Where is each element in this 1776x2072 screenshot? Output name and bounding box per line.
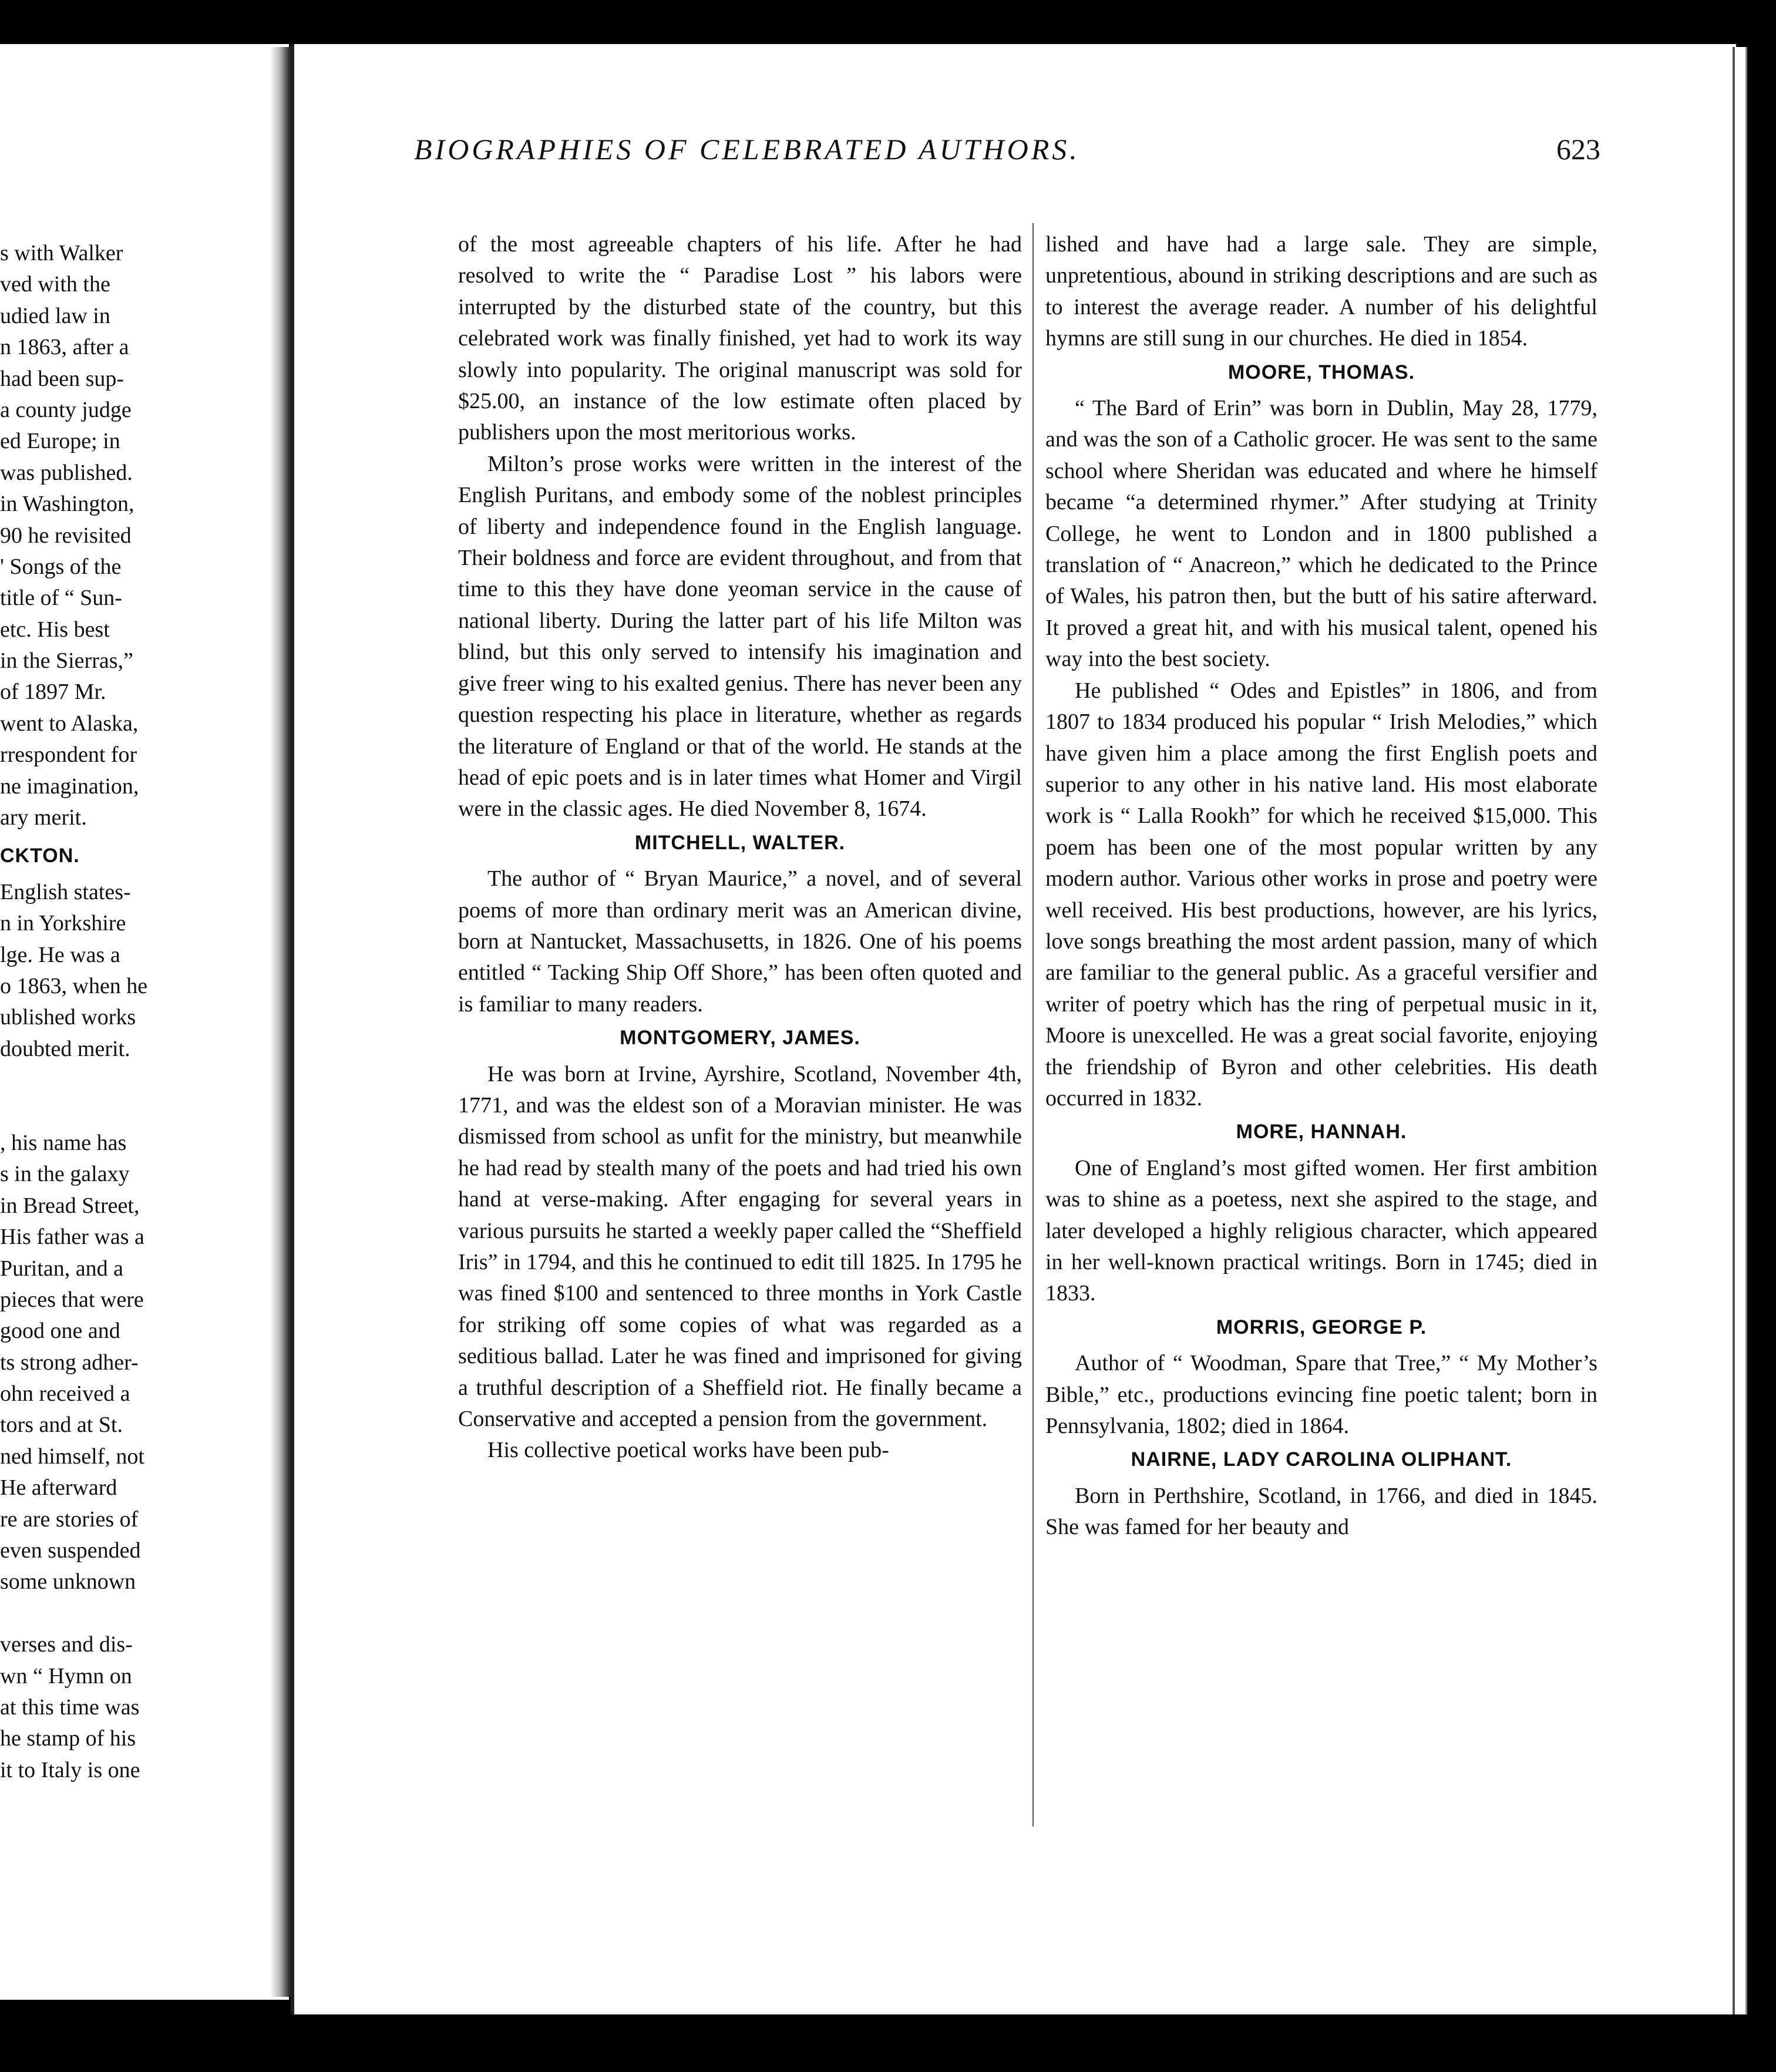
left-page-line: tors and at St.	[0, 1412, 123, 1438]
nairne-heading: NAIRNE, LADY CAROLINA OLIPHANT.	[1131, 1448, 1512, 1471]
left-page-line: ne imagination,	[0, 773, 139, 799]
montgomery-heading: MONTGOMERY, JAMES.	[620, 1027, 860, 1050]
left-page-line: s in the galaxy	[0, 1162, 130, 1187]
left-page-line	[0, 1096, 170, 1128]
left-page-line: verses and dis-	[0, 1632, 133, 1657]
left-page-line: rrespondent for	[0, 742, 137, 768]
left-page-line	[0, 1598, 170, 1629]
moore-heading: MOORE, THOMAS.	[1227, 361, 1415, 384]
left-page-line: re are stories of	[0, 1506, 139, 1532]
left-page-line: , his name has	[0, 1130, 127, 1155]
left-page-line: ed Europe; in	[0, 429, 120, 454]
left-page-line: 90 he revisited	[0, 523, 132, 548]
mitchell-paragraph: The author of “ Bryan Maurice,” a novel, and of several poems of more than ordinary merit was an American divine, born at Nantucket, Massachusetts, in 1826. One of his poems entitled “ Tacking Ship Off Shore,” has been often quoted and is familiar to many readers.	[458, 866, 1022, 1017]
page-number: 623	[1556, 133, 1600, 166]
left-page-line: good one and	[0, 1318, 120, 1344]
left-page-line: He afterward	[0, 1475, 117, 1501]
left-page-line: lge. He was a	[0, 942, 120, 967]
left-page-line: in Washington,	[0, 492, 134, 517]
left-page-line: it to Italy is one	[0, 1757, 140, 1782]
left-page-line: some unknown	[0, 1569, 136, 1595]
left-page-line: pieces that were	[0, 1287, 144, 1312]
left-page-line: Puritan, and a	[0, 1256, 124, 1281]
left-page-line: doubted merit.	[0, 1036, 130, 1061]
left-page-line: o 1863, when he	[0, 974, 148, 998]
left-page-line: etc. His best	[0, 617, 110, 642]
left-page-line: n in Yorkshire	[0, 911, 126, 936]
left-page-line: ts strong adher-	[0, 1350, 139, 1375]
left-page-line: he stamp of his	[0, 1726, 136, 1751]
left-page-line: of 1897 Mr.	[0, 680, 106, 705]
left-page-line: n 1863, after a	[0, 335, 129, 360]
left-page	[0, 44, 289, 2000]
left-page-line: ublished works	[0, 1005, 136, 1030]
left-page-line: His father was a	[0, 1225, 144, 1250]
left-page-line	[0, 1065, 170, 1096]
left-page-line: ned himself, not	[0, 1444, 144, 1469]
morris-heading: MORRIS, GEORGE P.	[1216, 1316, 1427, 1338]
left-page-line: s with Walker	[0, 241, 123, 265]
left-page-line: ved with the	[0, 272, 110, 297]
left-page-line: had been sup-	[0, 366, 125, 391]
nairne-paragraph: Born in Perthshire, Scotland, in 1766, and died in 1845. She was famed for her beauty and	[1045, 1483, 1597, 1540]
left-page-line: ary merit.	[0, 805, 87, 830]
running-title: BIOGRAPHIES OF CELEBRATED AUTHORS.	[414, 133, 1080, 166]
left-page-line: went to Alaska,	[0, 711, 139, 736]
column-1	[458, 229, 1022, 1466]
montgomery-continued: lished and have had a large sale. They are simple, unpretentious, abound in striking descriptions and are such as to interest the average reader. A number of his delightful hymns are still sung in our churches. He died in 1854.	[1045, 232, 1597, 351]
montgomery-paragraph-1: He was born at Irvine, Ayrshire, Scotland, November 4th, 1771, and was the eldest son of a Moravian minister. He was dismissed from school as unfit for the ministry, but meanwhile he had read by stealth many of the poets and had tried his own hand at verse-making. After engaging for several years in various pursuits he started a weekly paper called the “Sheffield Iris” in 1794, and this he continued to edit till 1825. In 1795 he was fined $100 and sentenced to three months in York Castle for striking off some copies of what was regarded as a seditious ballad. Later he was fined and imprisoned for giving a truthful description of a Sheffield riot. He finally became a Conservative and accepted a pension from the government.	[458, 1061, 1022, 1432]
left-page-line: at this time was	[0, 1694, 140, 1720]
left-page-line: even suspended	[0, 1538, 141, 1563]
milton-paragraph-2: Milton’s prose works were written in the interest of the English Puritans, and embody some of the noblest principles of liberty and independence found in the English language. Their boldness and force are evident throughout, and from that time to this they have done yeoman service in the cause of national liberty. During the latter part of his life Milton was blind, but this only served to intensify his imagination and give freer wing to his exalted genius. There has never been any question respecting his place in literature, whether as regards the literature of England or that of the world. He stands at the head of epic poets and is in later times what Homer and Virgil were in the classic ages. He died November 8, 1674.	[458, 451, 1022, 822]
column-2	[1045, 229, 1597, 1543]
page-edge	[1733, 47, 1747, 2014]
milton-paragraph-1: of the most agreeable chapters of his life. After he had resolved to write the “ Paradise Lost ” his labors were interrupted by the disturbed state of the country, but this celebrated work was finally finished, yet had to work its way slowly into popularity. The original manuscript was sold for $25.00, an instance of the low estimate often placed by publishers upon the most meritorious works.	[458, 232, 1022, 445]
mitchell-heading: MITCHELL, WALTER.	[634, 831, 846, 854]
left-page-text	[0, 238, 170, 1786]
left-page-line: wn “ Hymn on	[0, 1663, 132, 1688]
left-page-line: was published.	[0, 460, 133, 485]
column-rule	[1032, 223, 1034, 1827]
left-page-line: title of “ Sun-	[0, 586, 122, 611]
montgomery-paragraph-2: His collective poetical works have been pub-	[487, 1438, 889, 1463]
left-page-line: udied law in	[0, 303, 110, 328]
left-page-line: in the Sierras,”	[0, 648, 133, 674]
more-paragraph: One of England’s most gifted women. Her first ambition was to shine as a poetess, next she aspired to the stage, and later developed a highly religious character, which appeared in her well-known practical writings. Born in 1745; died in 1833.	[1045, 1155, 1597, 1306]
left-page-heading: CKTON.	[0, 845, 80, 867]
left-page-line: ' Songs of the	[0, 554, 122, 579]
left-page-line: a county judge	[0, 397, 132, 422]
more-heading: MORE, HANNAH.	[1236, 1121, 1407, 1143]
left-page-line: in Bread Street,	[0, 1193, 140, 1218]
morris-paragraph: Author of “ Woodman, Spare that Tree,” “ My Mother’s Bible,” etc., productions evincing fine poetic talent; born in Pennsylvania, 1802; died in 1864.	[1045, 1351, 1597, 1439]
left-page-line: ohn received a	[0, 1381, 130, 1407]
moore-paragraph-2: He published “ Odes and Epistles” in 1806, and from 1807 to 1834 produced his popular “ Irish Melodies,” which have given him a place among the first English poets and superior to any other in his native land. His most elaborate work is “ Lalla Rookh” for which he received $15,000. This poem has been one of the most popular written by any modern author. Various other works in prose and poetry were well received. His best productions, however, are his lyrics, love songs breathing the most ardent passion, many of which are familiar to the general public. As a graceful versifier and writer of poetry which has the ring of perpetual music in it, Moore is unexcelled. He was a great social favorite, enjoying the friendship of Byron and other celebrities. His death occurred in 1832.	[1045, 678, 1597, 1111]
book-gutter	[270, 47, 294, 1997]
left-page-line: English states-	[0, 879, 131, 904]
moore-paragraph-1: “ The Bard of Erin” was born in Dublin, May 28, 1779, and was the son of a Catholic grocer. He was sent to the same school where Sheridan was educated and where he himself became “a determined rhymer.” After studying at Trinity College, he went to London and in 1800 published a translation of “ Anacreon,” which he dedicated to the Prince of Wales, his patron then, but the butt of his satire afterward. It proved a great hit, and with his musical talent, opened his way into the best society.	[1045, 396, 1597, 672]
